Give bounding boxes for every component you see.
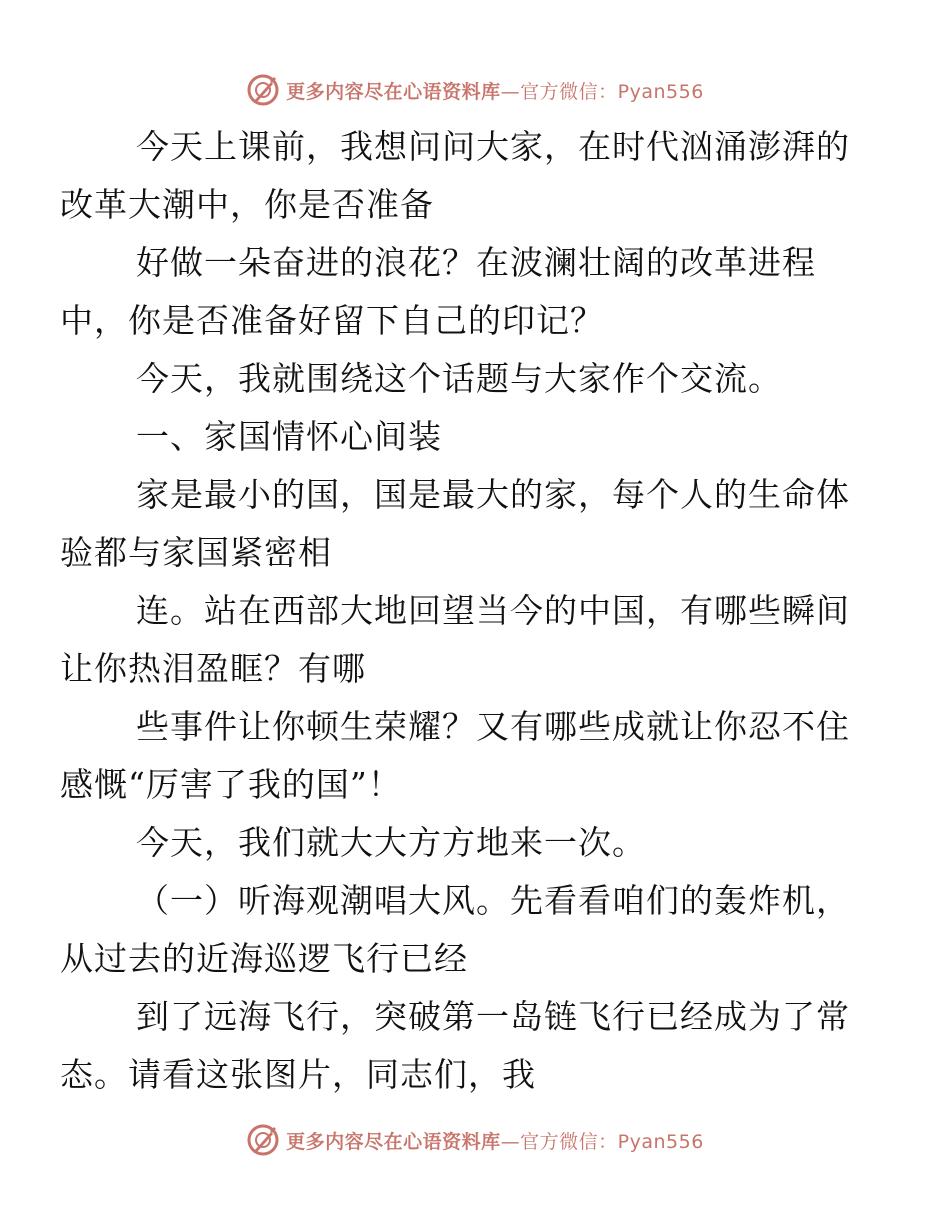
line: 到了远海飞行，突破第一岛链飞行已经成为了常 (136, 997, 850, 1036)
paragraph (60, 698, 868, 814)
footer-contact-text: 官方微信：Pyan556 (520, 1130, 704, 1153)
paragraph (60, 234, 868, 350)
header-watermark-text (286, 77, 704, 104)
footer-watermark (0, 1120, 950, 1160)
header-separator: — (500, 80, 521, 103)
header-brand-text: 更多内容尽在心语资料库 (286, 80, 501, 103)
line: 从过去的近海巡逻飞行已经 (60, 939, 468, 978)
line: 验都与家国紧密相 (60, 533, 332, 572)
line: 连。站在西部大地回望当今的中国，有哪些瞬间 (136, 591, 850, 630)
line: （一）听海观潮唱大风。先看看咱们的轰炸机， (136, 881, 850, 920)
footer-separator: — (500, 1130, 521, 1153)
line: 些事件让你顿生荣耀？又有哪些成就让你忍不住 (136, 707, 850, 746)
footer-watermark-text (286, 1127, 704, 1154)
line: 今天上课前，我想问问大家，在时代汹涌澎湃的 (136, 127, 850, 166)
line: 好做一朵奋进的浪花？在波澜壮阔的改革进程 (136, 243, 816, 282)
line: 一、家国情怀心间装 (136, 417, 442, 456)
section-heading (98, 408, 868, 466)
line: 今天，我就围绕这个话题与大家作个交流。 (136, 359, 782, 398)
header-watermark (0, 70, 950, 110)
document-body (60, 118, 868, 1104)
paragraph (60, 872, 868, 988)
header-contact-text: 官方微信：Pyan556 (520, 80, 704, 103)
footer-brand-text: 更多内容尽在心语资料库 (286, 1130, 501, 1153)
line: 让你热泪盈眶？有哪 (60, 649, 366, 688)
brand-logo-icon (246, 73, 280, 107)
line: 感慨“厉害了我的国”！ (60, 765, 402, 804)
line: 今天，我们就大大方方地来一次。 (136, 823, 646, 862)
line: 改革大潮中，你是否准备 (60, 185, 434, 224)
line: 态。请看这张图片，同志们，我 (60, 1055, 536, 1094)
paragraph (60, 988, 868, 1104)
paragraph (98, 814, 868, 872)
paragraph (98, 350, 868, 408)
brand-logo-icon (246, 1123, 280, 1157)
paragraph (60, 582, 868, 698)
paragraph (60, 118, 868, 234)
line: 中，你是否准备好留下自己的印记？ (60, 301, 604, 340)
line: 家是最小的国，国是最大的家，每个人的生命体 (136, 475, 850, 514)
paragraph (60, 466, 868, 582)
